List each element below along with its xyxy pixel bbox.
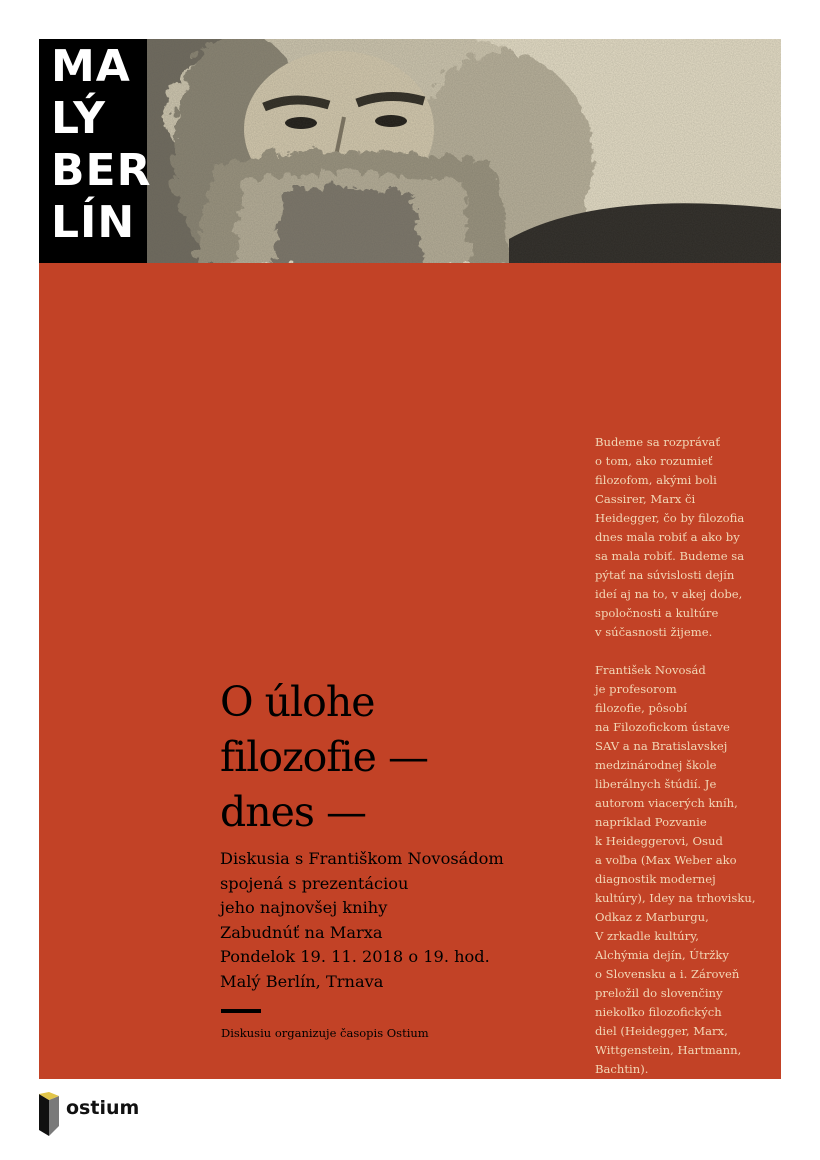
paragraph-line: diel (Heidegger, Marx, [595, 1024, 728, 1038]
event-details [220, 847, 540, 994]
paragraph-line: diagnostik modernej [595, 872, 716, 886]
paragraph-line: Wittgenstein, Hartmann, [595, 1043, 742, 1057]
paragraph-line: V zrkadle kultúry, [595, 929, 699, 943]
event-title [220, 675, 540, 840]
title-line: dnes — [220, 788, 366, 836]
paragraph-line: František Novosád [595, 663, 706, 677]
paragraph-line: autorom viacerých kníh, [595, 796, 738, 810]
paragraph-line: a voľba (Max Weber ako [595, 853, 737, 867]
paragraph-line: o tom, ako rozumieť [595, 454, 713, 468]
paragraph-line: Odkaz z Marburgu, [595, 910, 709, 924]
detail-line: spojená s prezentáciou [220, 873, 409, 893]
paragraph-line: v súčasnosti žijeme. [595, 625, 713, 639]
detail-line: Malý Berlín, Trnava [220, 971, 384, 991]
paragraph-line: Cassirer, Marx či [595, 492, 696, 506]
detail-line: Zabudnúť na Marxa [220, 922, 383, 942]
logo-line-1: MA [51, 41, 131, 92]
description-column [595, 433, 781, 1079]
paragraph-line: spoločnosti a kultúre [595, 606, 719, 620]
paragraph-line: na Filozofickom ústave [595, 720, 730, 734]
logo-line-4: LÍN [51, 197, 136, 248]
logo-line-3: BER [51, 145, 152, 196]
poster [39, 39, 781, 1079]
paragraph-gap [595, 642, 781, 661]
paragraph-line: Heidegger, čo by filozofia [595, 511, 745, 525]
paragraph-line: dnes mala robiť a ako by [595, 530, 740, 544]
paragraph-line: Budeme sa rozprávať [595, 435, 720, 449]
paragraph-line: Alchýmia dejín, Útržky [595, 948, 729, 962]
paragraph-line: SAV a na Bratislavskej [595, 739, 728, 753]
title-line: O úlohe [220, 678, 375, 726]
paragraph-line: filozofom, akými boli [595, 473, 717, 487]
organizer-note: Diskusiu organizuje časopis Ostium [221, 1026, 429, 1040]
footer-brand: ostium [66, 1097, 140, 1119]
divider-dash [221, 1009, 261, 1013]
paragraph-line: je profesorom [595, 682, 677, 696]
ostium-logo-icon [39, 1092, 63, 1136]
detail-line: Pondelok 19. 11. 2018 o 19. hod. [220, 947, 490, 966]
paragraph-line: k Heideggerovi, Osud [595, 834, 723, 848]
paragraph-line: sa mala robiť. Budeme sa [595, 549, 745, 563]
detail-line: jeho najnovšej knihy [220, 898, 388, 917]
footer [39, 1092, 239, 1136]
title-line: filozofie — [220, 733, 428, 781]
paragraph-line: ideí aj na to, v akej dobe, [595, 587, 743, 601]
paragraph-line: Bachtin). [595, 1062, 649, 1076]
paragraph-line: liberálnych štúdií. Je [595, 777, 717, 791]
paragraph-line: preložil do slovenčiny [595, 986, 723, 1000]
paragraph-line: filozofie, pôsobí [595, 701, 687, 715]
paragraph-line: medzinárodnej škole [595, 758, 717, 772]
paragraph-line: napríklad Pozvanie [595, 815, 707, 829]
logo-line-2: LÝ [51, 93, 107, 144]
paragraph-line: pýtať na súvislosti dejín [595, 568, 735, 582]
detail-line: Diskusia s Františkom Novosádom [220, 849, 504, 868]
paragraph-line: kultúry), Idey na trhovisku, [595, 891, 756, 905]
paragraph-line: niekoľko filozofických [595, 1005, 722, 1019]
paragraph-line: o Slovensku a i. Zároveň [595, 967, 740, 981]
maly-berlin-logo [39, 39, 152, 263]
